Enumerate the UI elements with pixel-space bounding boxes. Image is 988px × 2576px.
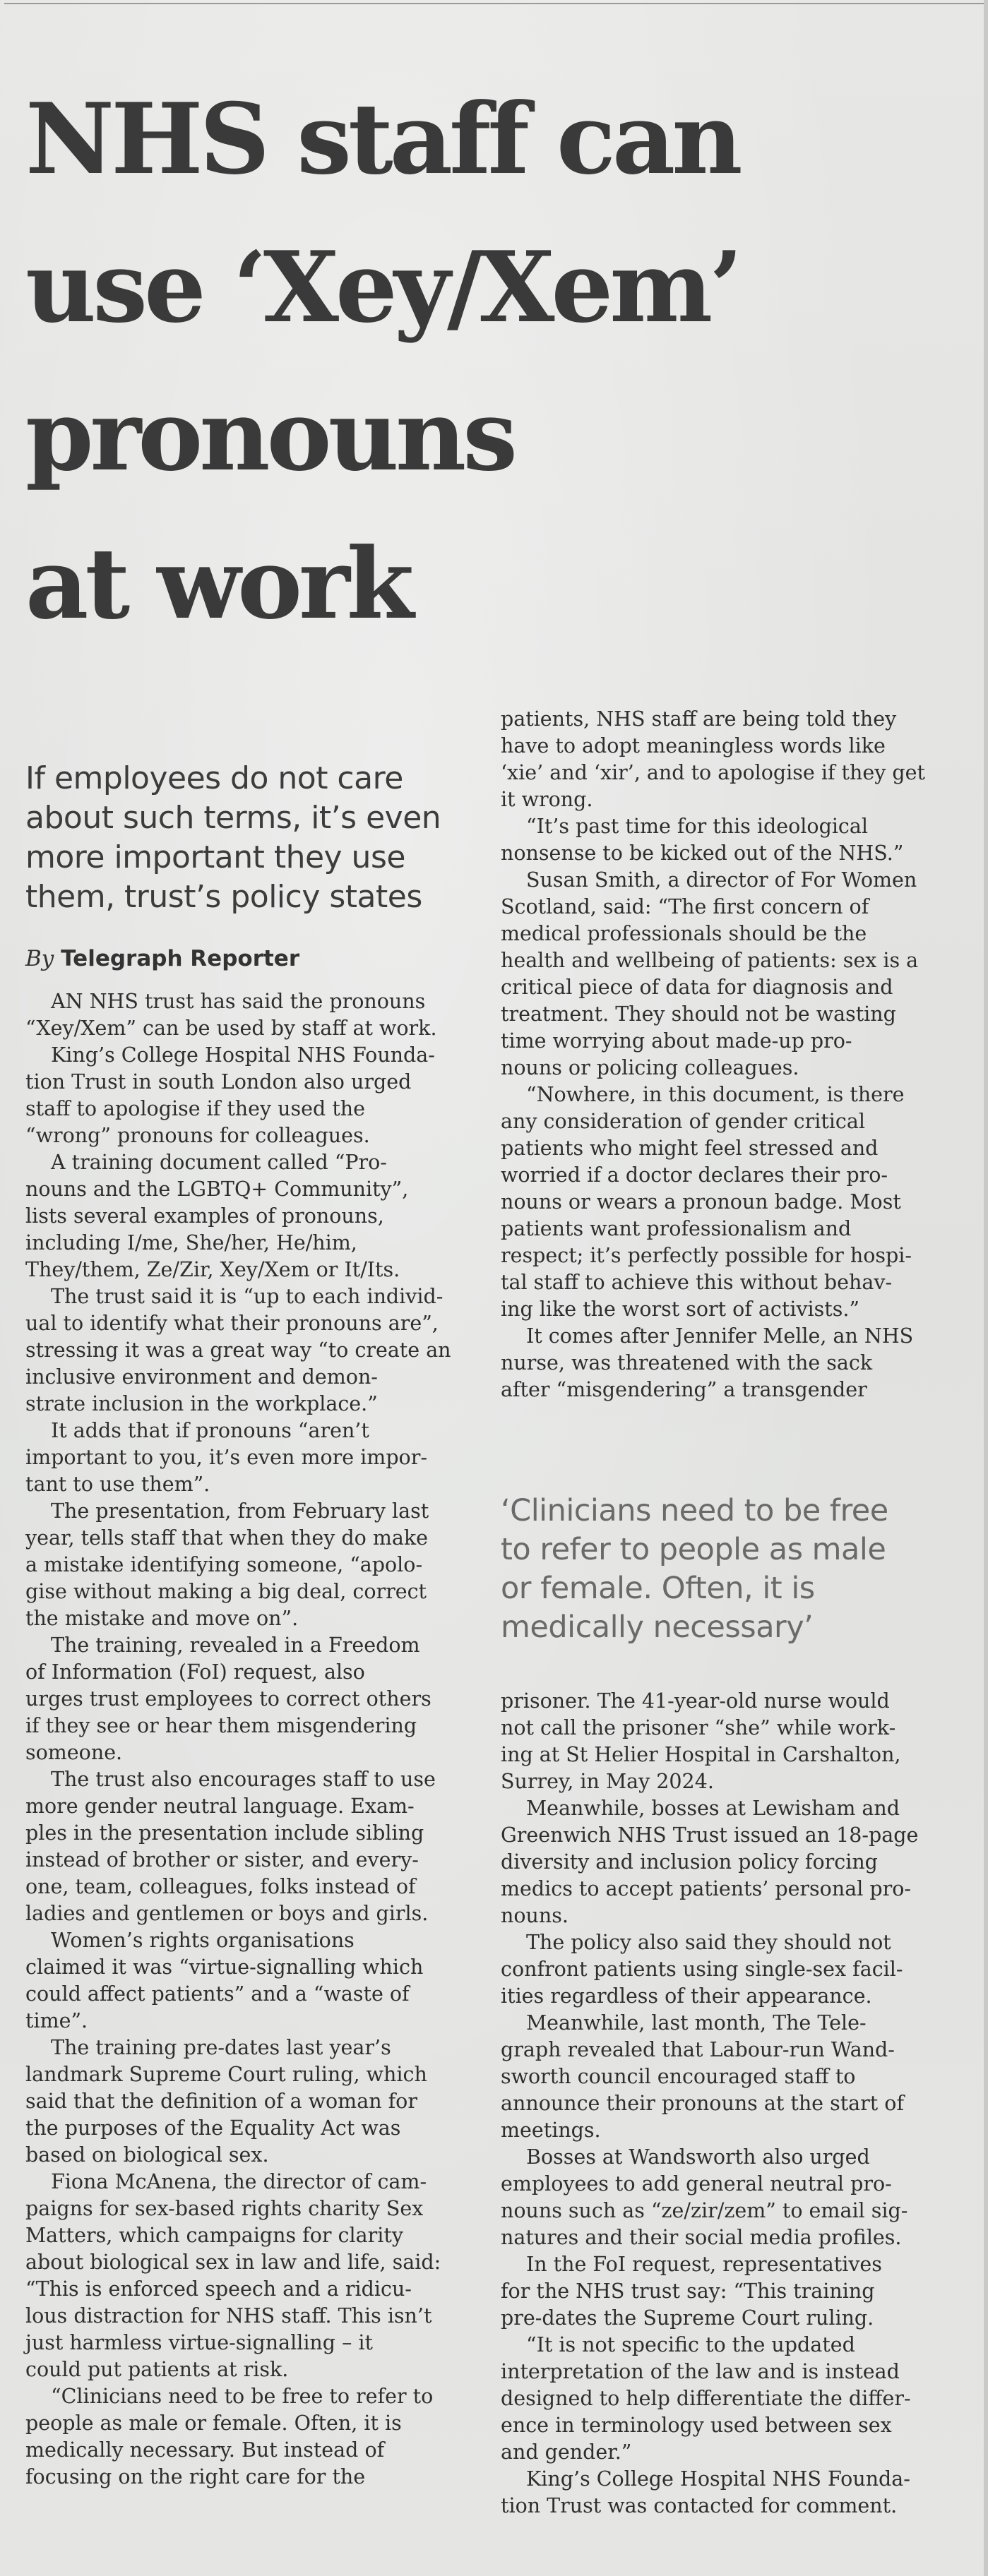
- body-line: for the NHS trust say: “This training: [501, 2280, 875, 2303]
- body-line: any consideration of gender critical: [501, 1110, 865, 1133]
- body-line: not call the prisoner “she” while work-: [501, 1716, 896, 1739]
- body-line: A training document called “Pro-: [51, 1151, 387, 1174]
- body-line: employees to add general neutral pro-: [501, 2172, 892, 2195]
- body-line: patients, NHS staff are being told they: [501, 707, 897, 731]
- body-line: nonsense to be kicked out of the NHS.”: [501, 841, 904, 865]
- page-edge: [984, 0, 988, 2576]
- body-line: confront patients using single-sex facil-: [501, 1958, 903, 1981]
- body-line: patients who might feel stressed and: [501, 1137, 879, 1160]
- body-line: “It is not specific to the updated: [526, 2333, 855, 2356]
- pull-quote-line: to refer to people as male: [501, 1532, 886, 1567]
- body-line: ladies and gentlemen or boys and girls.: [25, 1902, 429, 1925]
- body-line: strate inclusion in the workplace.”: [25, 1392, 378, 1415]
- byline-prefix: By: [25, 946, 54, 971]
- body-line: important to you, it’s even more impor-: [25, 1446, 427, 1469]
- body-line: The presentation, from February last: [51, 1499, 429, 1523]
- standfirst-line: If employees do not care: [25, 760, 403, 796]
- body-line: It adds that if pronouns “aren’t: [51, 1419, 369, 1442]
- body-line: The training pre-dates last year’s: [51, 2036, 391, 2059]
- body-line: and gender.”: [501, 2440, 632, 2464]
- body-line: including I/me, She/her, He/him,: [25, 1231, 357, 1254]
- body-line: ples in the presentation include sibling: [25, 1821, 424, 1845]
- body-line: about biological sex in law and life, said:: [25, 2251, 441, 2274]
- body-line: “wrong” pronouns for colleagues.: [25, 1124, 370, 1147]
- body-line: “Nowhere, in this document, is there: [526, 1083, 905, 1106]
- body-line: paigns for sex-based rights charity Sex: [25, 2197, 424, 2220]
- byline-name: Telegraph Reporter: [61, 946, 300, 971]
- body-line: Greenwich NHS Trust issued an 18-page: [501, 1823, 919, 1847]
- body-line: ual to identify what their pronouns are”,: [25, 1312, 439, 1335]
- standfirst-line: about such terms, it’s even: [25, 800, 441, 836]
- body-line: natures and their social media profiles.: [501, 2226, 902, 2249]
- body-line: it wrong.: [501, 788, 593, 811]
- pull-quote-line: ‘Clinicians need to be free: [501, 1493, 888, 1528]
- body-line: health and wellbeing of patients: sex is a: [501, 949, 919, 972]
- body-line: ence in terminology used between sex: [501, 2414, 892, 2437]
- standfirst-line: them, trust’s policy states: [25, 879, 422, 915]
- body-line: said that the definition of a woman for: [25, 2090, 417, 2113]
- body-line: tant to use them”.: [25, 1473, 210, 1496]
- standfirst-line: more important they use: [25, 839, 405, 875]
- byline: [25, 946, 463, 971]
- body-line: could put patients at risk.: [25, 2358, 289, 2381]
- body-line: time”.: [25, 2009, 88, 2032]
- body-line: Meanwhile, last month, The Tele-: [526, 2011, 867, 2035]
- body-line: Bosses at Wandsworth also urged: [526, 2145, 870, 2169]
- headline: [25, 65, 972, 658]
- body-line: AN NHS trust has said the pronouns: [51, 990, 426, 1013]
- body-line: just harmless virtue-signalling – it: [25, 2331, 373, 2354]
- body-line: tion Trust was contacted for comment.: [501, 2494, 898, 2517]
- body-line: “It’s past time for this ideological: [526, 815, 868, 838]
- body-line: lists several examples of pronouns,: [25, 1204, 384, 1228]
- body-line: could affect patients” and a “waste of: [25, 1982, 410, 2006]
- body-line: announce their pronouns at the start of: [501, 2092, 905, 2115]
- body-line: They/them, Ze/Zir, Xey/Xem or It/Its.: [25, 1258, 400, 1281]
- body-line: The training, revealed in a Freedom: [51, 1634, 420, 1657]
- body-line: inclusive environment and demon-: [25, 1365, 378, 1389]
- body-line: pre-dates the Supreme Court ruling.: [501, 2306, 874, 2330]
- headline-line: at work: [25, 526, 411, 641]
- body-line: ing at St Helier Hospital in Carshalton,: [501, 1743, 901, 1766]
- body-line: Surrey, in May 2024.: [501, 1770, 714, 1793]
- body-line: ‘xie’ and ‘xir’, and to apologise if they get: [501, 761, 925, 784]
- body-line: nouns or wears a pronoun badge. Most: [501, 1190, 901, 1214]
- body-column-left: [25, 988, 477, 2491]
- body-line: staff to apologise if they used the: [25, 1097, 366, 1120]
- headline-line: use ‘Xey/Xem’: [25, 229, 740, 345]
- body-line: sworth council encouraged staff to: [501, 2065, 856, 2088]
- body-line: have to adopt meaningless words like: [501, 734, 886, 757]
- body-line: designed to help differentiate the differ-: [501, 2387, 911, 2410]
- body-line: Fiona McAnena, the director of cam-: [51, 2170, 427, 2193]
- body-line: tion Trust in south London also urged: [25, 1070, 412, 1094]
- body-line: people as male or female. Often, it is: [25, 2412, 402, 2435]
- body-line: Scotland, said: “The first concern of: [501, 895, 869, 918]
- body-line: urges trust employees to correct others: [25, 1687, 431, 1711]
- body-line: “Clinicians need to be free to refer to: [51, 2385, 434, 2408]
- body-line: if they see or hear them misgendering: [25, 1714, 417, 1737]
- body-line: stressing it was a great way “to create an: [25, 1338, 451, 1362]
- body-line: worried if a doctor declares their pro-: [501, 1163, 888, 1187]
- body-line: the purposes of the Equality Act was: [25, 2116, 401, 2140]
- body-line: nouns.: [501, 1904, 569, 1927]
- standfirst: [25, 759, 463, 917]
- body-line: Meanwhile, bosses at Lewisham and: [526, 1797, 900, 1820]
- body-line: interpretation of the law and is instead: [501, 2360, 900, 2383]
- pull-quote-line: medically necessary’: [501, 1610, 814, 1645]
- body-line: the mistake and move on”.: [25, 1607, 299, 1630]
- body-line: nouns and the LGBTQ+ Community”,: [25, 1178, 409, 1201]
- body-line: Susan Smith, a director of For Women: [526, 868, 917, 892]
- body-line: Women’s rights organisations: [51, 1929, 355, 1952]
- body-line: tal staff to achieve this without behav-: [501, 1271, 893, 1294]
- body-line: King’s College Hospital NHS Founda-: [51, 1043, 435, 1067]
- body-line: In the FoI request, representatives: [526, 2253, 882, 2276]
- body-line: medical professionals should be the: [501, 922, 867, 945]
- body-line: focusing on the right care for the: [25, 2465, 366, 2488]
- body-line: year, tells staff that when they do make: [25, 1526, 428, 1550]
- body-line: ities regardless of their appearance.: [501, 1984, 872, 2008]
- body-line: King’s College Hospital NHS Founda-: [526, 2467, 910, 2491]
- body-line: critical piece of data for diagnosis and: [501, 976, 893, 999]
- body-line: The trust said it is “up to each individ-: [51, 1285, 444, 1308]
- body-line: The policy also said they should not: [526, 1931, 891, 1954]
- body-column-right-top: [501, 706, 953, 1403]
- body-line: prisoner. The 41-year-old nurse would: [501, 1689, 890, 1713]
- body-line: ing like the worst sort of activists.”: [501, 1298, 860, 1321]
- top-rule: [4, 3, 984, 4]
- body-line: nurse, was threatened with the sack: [501, 1351, 873, 1374]
- body-line: more gender neutral language. Exam-: [25, 1795, 415, 1818]
- body-line: gise without making a big deal, correct: [25, 1580, 427, 1603]
- body-line: “Xey/Xem” can be used by staff at work.: [25, 1017, 437, 1040]
- body-line: time worrying about made-up pro-: [501, 1029, 852, 1053]
- body-line: of Information (FoI) request, also: [25, 1660, 365, 1684]
- body-line: lous distraction for NHS staff. This isn’t: [25, 2304, 432, 2328]
- body-line: a mistake identifying someone, “apolo-: [25, 1553, 423, 1576]
- body-line: medics to accept patients’ personal pro-: [501, 1877, 912, 1900]
- body-line: instead of brother or sister, and every-: [25, 1848, 419, 1871]
- body-line: one, team, colleagues, folks instead of: [25, 1875, 416, 1898]
- body-line: based on biological sex.: [25, 2143, 269, 2167]
- body-line: after “misgendering” a transgender: [501, 1378, 867, 1401]
- pull-quote-line: or female. Often, it is: [501, 1571, 815, 1606]
- body-line: medically necessary. But instead of: [25, 2438, 385, 2462]
- body-line: diversity and inclusion policy forcing: [501, 1850, 878, 1874]
- body-line: treatment. They should not be wasting: [501, 1002, 896, 1026]
- body-line: someone.: [25, 1741, 123, 1764]
- body-line: graph revealed that Labour-run Wand-: [501, 2038, 895, 2061]
- body-line: The trust also encourages staff to use: [51, 1768, 436, 1791]
- headline-line: pronouns: [25, 378, 514, 493]
- body-line: respect; it’s perfectly possible for hospi-: [501, 1244, 912, 1267]
- body-line: It comes after Jennifer Melle, an NHS: [526, 1324, 914, 1348]
- body-line: patients want professionalism and: [501, 1217, 852, 1240]
- headline-line: NHS staff can: [25, 81, 739, 196]
- body-line: landmark Supreme Court ruling, which: [25, 2063, 427, 2086]
- body-line: “This is enforced speech and a ridicu-: [25, 2277, 412, 2301]
- body-column-right-bottom: [501, 1688, 953, 2520]
- body-line: Matters, which campaigns for clarity: [25, 2224, 403, 2247]
- body-line: claimed it was “virtue-signalling which: [25, 1955, 424, 1979]
- body-line: meetings.: [501, 2119, 601, 2142]
- pull-quote: [501, 1492, 953, 1647]
- body-line: nouns or policing colleagues.: [501, 1056, 799, 1079]
- body-line: nouns such as “ze/zir/zem” to email sig-: [501, 2199, 908, 2222]
